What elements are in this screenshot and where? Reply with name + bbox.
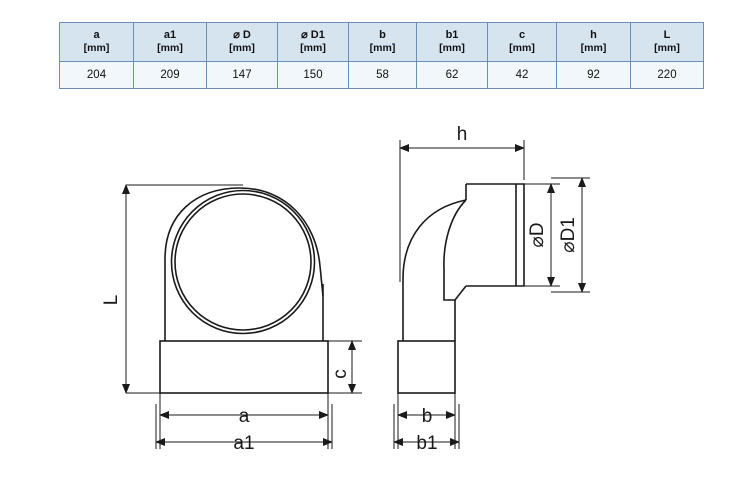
table-cell-b1: 62 — [417, 62, 488, 89]
table-header-cell-l — [631, 23, 704, 62]
dimension-label-c: c — [330, 369, 351, 379]
dimension-label-L: L — [101, 294, 122, 306]
header-unit: [mm] — [369, 42, 396, 55]
table-cell-l: 220 — [631, 62, 704, 89]
table-cell-d: 147 — [207, 62, 278, 89]
header-symbol: ⌀ D — [233, 28, 251, 41]
dimension-label-a1: a1 — [233, 433, 255, 454]
specification-table — [59, 22, 704, 89]
table-header-cell-b — [349, 23, 417, 62]
dimension-label-b: b — [421, 406, 433, 427]
dimension-label-D1: ⌀D1 — [558, 217, 579, 253]
header-symbol: a — [93, 28, 100, 41]
right-view-dimensions — [394, 140, 590, 449]
table-header-cell-a — [60, 23, 134, 62]
table-cell-d1: 150 — [278, 62, 349, 89]
table-cell-a: 204 — [60, 62, 134, 89]
left-view-geometry — [160, 188, 328, 393]
header-symbol: h — [590, 28, 597, 41]
table-cell-h: 92 — [557, 62, 631, 89]
dimension-label-a: a — [238, 406, 250, 427]
header-symbol: a1 — [163, 28, 177, 41]
dimension-label-b1: b1 — [416, 433, 438, 454]
table-cell-c: 42 — [488, 62, 557, 89]
header-symbol: b1 — [445, 28, 459, 41]
table-header-cell-h — [557, 23, 631, 62]
header-unit: [mm] — [300, 42, 326, 55]
table-header-cell-d1 — [278, 23, 349, 62]
table-header-cell-b1 — [417, 23, 488, 62]
table-header-cell-d — [207, 23, 278, 62]
table-value-row — [60, 62, 704, 89]
table-header-row — [60, 23, 704, 62]
right-view-geometry — [398, 184, 524, 393]
header-unit: [mm] — [654, 42, 680, 55]
table-header-cell-c — [488, 23, 557, 62]
header-unit: [mm] — [580, 42, 607, 55]
header-symbol: ⌀ D1 — [301, 28, 325, 41]
header-symbol: L — [663, 28, 671, 41]
header-symbol: c — [518, 28, 526, 41]
table-header-cell-a1 — [134, 23, 207, 62]
table-cell-a1: 209 — [134, 62, 207, 89]
table-cell-b: 58 — [349, 62, 417, 89]
technical-drawing — [0, 104, 733, 480]
header-unit: [mm] — [83, 42, 110, 55]
header-symbol: b — [379, 28, 386, 41]
dimension-label-D: ⌀D — [527, 222, 548, 248]
header-unit: [mm] — [157, 42, 183, 55]
header-unit: [mm] — [509, 42, 535, 55]
header-unit: [mm] — [229, 42, 255, 55]
dimension-label-h: h — [456, 124, 468, 145]
header-unit: [mm] — [439, 42, 465, 55]
